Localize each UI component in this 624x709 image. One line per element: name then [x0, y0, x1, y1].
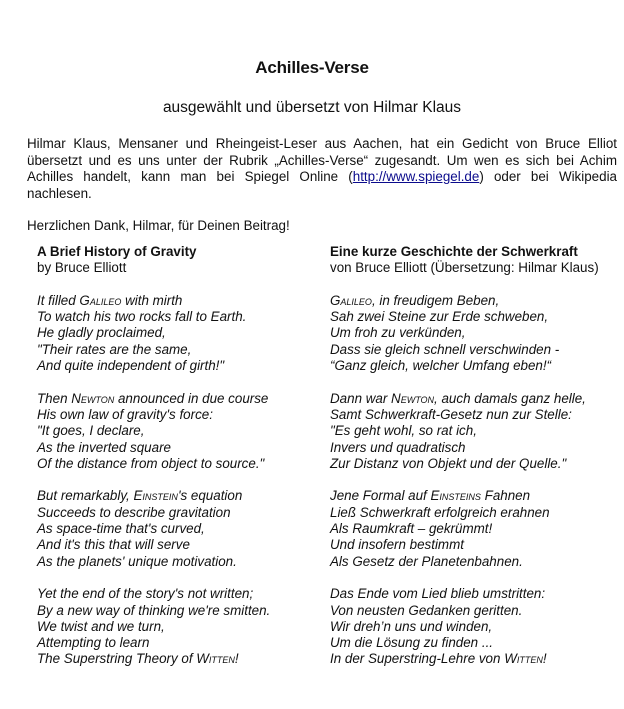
- poem-line: [37, 586, 317, 602]
- name-small-caps: Newton: [391, 390, 435, 406]
- poem-line: [37, 440, 317, 456]
- line-text: Dass sie gleich schnell verschwinden -: [330, 341, 560, 357]
- poem-line: [37, 505, 317, 521]
- poem-english: [37, 244, 317, 668]
- page-subtitle: ausgewählt und übersetzt von Hilmar Klaus: [162, 99, 462, 116]
- intro-text-after-link: ) oder bei Wikipedia nachlesen.: [27, 169, 617, 201]
- line-text: Invers und quadratisch: [330, 439, 466, 455]
- poem-line: [37, 488, 317, 504]
- line-text: Of the distance from object to source.": [37, 455, 265, 471]
- poem-title: A Brief History of Gravity: [37, 244, 197, 259]
- poem-line: [37, 423, 317, 439]
- line-text: "Es geht wohl, so rat ich,: [330, 423, 477, 439]
- line-text: "Their rates are the same,: [37, 341, 192, 357]
- poem-stanza: [37, 488, 317, 569]
- poem-byline: von Bruce Elliott (Übersetzung: Hilmar Klaus): [330, 260, 599, 276]
- line-text: Jene Formal auf: [330, 488, 431, 504]
- poem-line: [37, 619, 317, 635]
- poem-line: [330, 293, 620, 309]
- poem-line: [37, 309, 317, 325]
- line-text: Succeeds to describe gravitation: [37, 504, 231, 520]
- poem-line: [37, 358, 317, 374]
- poem-line: [330, 635, 620, 651]
- poem-line: [330, 325, 620, 341]
- poem-line: [330, 456, 620, 472]
- poem-line: [330, 309, 620, 325]
- line-text: Sah zwei Steine zur Erde schweben,: [330, 309, 549, 325]
- line-text: To watch his two rocks fall to Earth.: [37, 309, 247, 325]
- line-text: It filled: [37, 292, 80, 308]
- line-text: As the inverted square: [37, 439, 171, 455]
- line-text: , auch damals ganz helle,: [434, 390, 586, 406]
- intro-paragraph: [27, 136, 617, 202]
- line-text: But remarkably,: [37, 488, 134, 504]
- line-text: In der Superstring-Lehre von: [330, 651, 505, 667]
- poem-line: [37, 342, 317, 358]
- poem-line: [37, 635, 317, 651]
- thanks-paragraph: Herzlichen Dank, Hilmar, für Deinen Beitrag!: [27, 218, 290, 233]
- poem-line: [37, 456, 317, 472]
- poem-german: [330, 244, 620, 668]
- poem-stanzas: [330, 293, 620, 668]
- line-text: “Ganz gleich, welcher Umfang eben!“: [330, 358, 552, 374]
- poem-stanza: [330, 391, 620, 472]
- line-text: Wir dreh’n uns und winden,: [330, 618, 493, 634]
- line-text: He gladly proclaimed,: [37, 325, 166, 341]
- poem-stanza: [330, 586, 620, 667]
- poem-line: [37, 325, 317, 341]
- poem-stanza: [37, 391, 317, 472]
- poem-line: [37, 537, 317, 553]
- poem-line: [37, 391, 317, 407]
- poem-line: [37, 407, 317, 423]
- line-text: Then: [37, 390, 72, 406]
- name-small-caps: Galileo: [330, 292, 372, 308]
- poem-line: [330, 619, 620, 635]
- poem-line: [330, 554, 620, 570]
- poem-line: [37, 293, 317, 309]
- intro-section: [27, 136, 617, 251]
- line-text: Attempting to learn: [37, 635, 150, 651]
- poem-line: [37, 603, 317, 619]
- intro-text-before-link: Hilmar Klaus, Mensaner und Rheingeist-Leser aus Aachen, hat ein Gedicht von Bruce Elliot übersetzt und es uns unter der Rubrik „Achilles-Verse“ zugesandt. Um wen es sich bei Achim Achilles handelt, kann man bei Spiegel Online (: [27, 136, 617, 184]
- line-text: !: [234, 651, 239, 667]
- line-text: 's equation: [177, 488, 243, 504]
- line-text: , in freudigem Beben,: [371, 292, 500, 308]
- poem-line: [330, 407, 620, 423]
- poem-line: [330, 440, 620, 456]
- line-text: !: [542, 651, 547, 667]
- poem-line: [330, 505, 620, 521]
- poem-byline: by Bruce Elliott: [37, 260, 127, 276]
- spiegel-link[interactable]: http://www.spiegel.de: [352, 169, 480, 184]
- line-text: Als Raumkraft – gekrümmt!: [330, 521, 493, 537]
- page-title: Achilles-Verse: [255, 58, 369, 77]
- poem-line: [330, 586, 620, 602]
- name-small-caps: Galileo: [79, 292, 122, 308]
- poem-line: [330, 342, 620, 358]
- line-text: As the planets' unique motivation.: [37, 553, 237, 569]
- line-text: Samt Schwerkraft-Gesetz nun zur Stelle:: [330, 406, 572, 422]
- name-small-caps: Witten: [196, 651, 235, 667]
- poem-line: [37, 554, 317, 570]
- line-text: "It goes, I declare,: [37, 423, 145, 439]
- poem-stanza: [330, 293, 620, 374]
- line-text: Um froh zu verkünden,: [330, 325, 466, 341]
- name-small-caps: Einsteins: [430, 488, 481, 504]
- poem-line: [330, 488, 620, 504]
- line-text: As space-time that's curved,: [37, 521, 205, 537]
- line-text: And quite independent of girth!": [37, 358, 225, 374]
- line-text: Dann war: [330, 390, 392, 406]
- line-text: The Superstring Theory of: [37, 651, 197, 667]
- line-text: And it's this that will serve: [37, 537, 190, 553]
- line-text: announced in due course: [114, 390, 269, 406]
- line-text: Als Gesetz der Planetenbahnen.: [330, 553, 523, 569]
- poem-line: [37, 651, 317, 667]
- name-small-caps: Newton: [71, 390, 115, 406]
- line-text: His own law of gravity's force:: [37, 406, 213, 422]
- line-text: Yet the end of the story's not written;: [37, 586, 254, 602]
- poem-stanza: [37, 586, 317, 667]
- poem-line: [330, 521, 620, 537]
- line-text: Um die Lösung zu finden ...: [330, 635, 494, 651]
- line-text: By a new way of thinking we're smitten.: [37, 602, 271, 618]
- poem-line: [330, 603, 620, 619]
- poem-line: [37, 521, 317, 537]
- name-small-caps: Einstein: [133, 488, 178, 504]
- poem-stanza: [37, 293, 317, 374]
- poem-line: [330, 391, 620, 407]
- poem-stanza: [330, 488, 620, 569]
- line-text: Ließ Schwerkraft erfolgreich erahnen: [330, 504, 550, 520]
- poem-line: [330, 651, 620, 667]
- line-text: Fahnen: [480, 488, 531, 504]
- line-text: We twist and we turn,: [37, 618, 165, 634]
- line-text: Das Ende vom Lied blieb umstritten:: [330, 586, 546, 602]
- name-small-caps: Witten: [504, 651, 543, 667]
- line-text: Zur Distanz von Objekt und der Quelle.": [330, 455, 567, 471]
- line-text: Und insofern bestimmt: [330, 537, 464, 553]
- poem-line: [330, 537, 620, 553]
- line-text: Von neusten Gedanken geritten.: [330, 602, 523, 618]
- line-text: with mirth: [121, 292, 183, 308]
- poem-title: Eine kurze Geschichte der Schwerkraft: [330, 244, 578, 259]
- poem-line: [330, 358, 620, 374]
- poem-stanzas: [37, 293, 317, 668]
- poem-line: [330, 423, 620, 439]
